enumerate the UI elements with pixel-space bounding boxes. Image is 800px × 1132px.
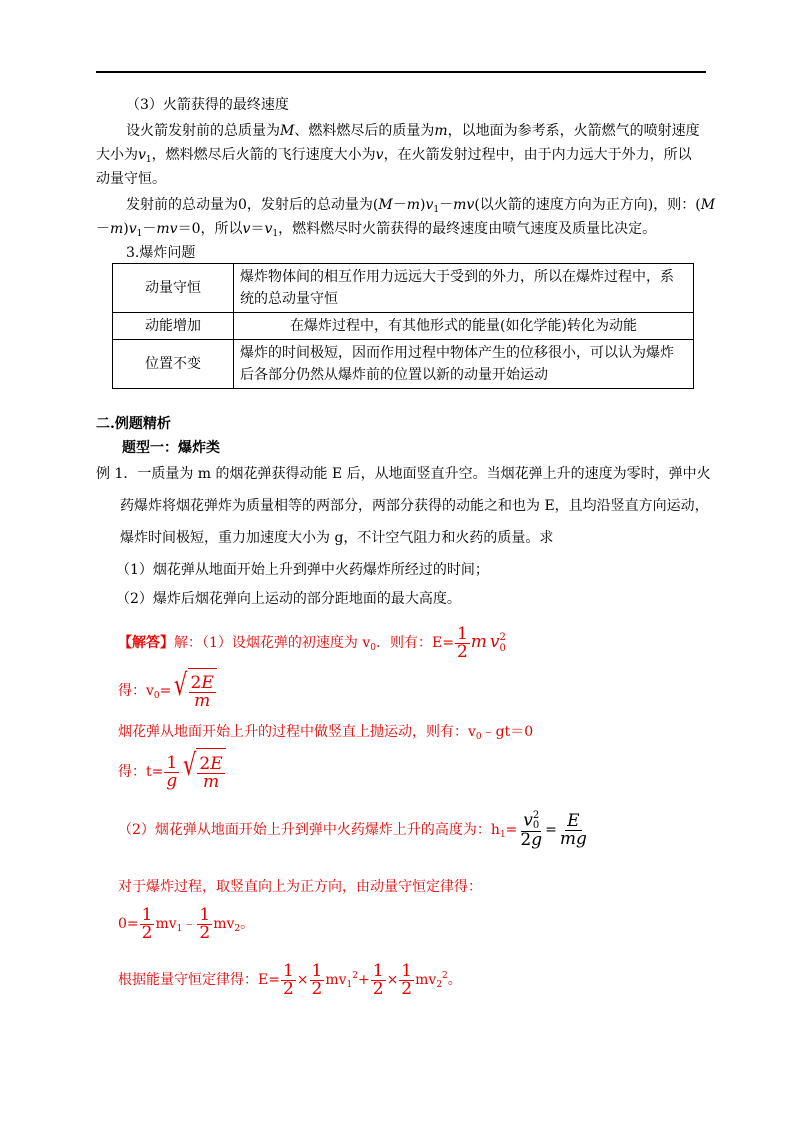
question-2: （2）爆炸后烟花弹向上运动的部分距地面的最大高度。 (116, 591, 461, 607)
table-key: 动量守恒 (113, 264, 234, 313)
solution-line-1: 【解答】解：（1）设烟花弹的初速度为 $v_0$．则有：E= $\frac{1}{2}$ m v 2 0 (118, 623, 506, 662)
example-line: 药爆炸将烟花弹炸为质量相等的两部分，两部分获得的动能之和也为 E，且均沿竖直方向运动， (120, 498, 709, 514)
paragraph-line: 动量守恒。 (96, 171, 166, 187)
question-1: （1）烟花弹从地面开始上升到弹中火药爆炸所经过的时间； (116, 562, 489, 578)
header-rule (96, 71, 706, 73)
solution-line-7: 0= $\frac{1}{2}$ $mv_1﹣$ $\frac{1}{2}$ $mv_2$。 (118, 904, 255, 943)
solution-line-5: （2）烟花弹从地面开始上升到弹中火药爆炸上升的高度为：$h_1=$ v 2 0 2g = $\frac{E}{mg}$ (118, 810, 587, 850)
example-line: 爆炸时间极短，重力加速度大小为 g，不计空气阻力和火药的质量。求 (120, 530, 554, 546)
paragraph-line: $-m)v_1-mv=0$，所以$v=v_1$，燃料燃尽时火箭获得的最终速度由喷气速度及质量比决定。 (96, 221, 657, 239)
solution-line-6: 对于爆炸过程，取竖直向上为正方向，由动量守恒定律得： (118, 879, 482, 895)
section-heading-3: （3）火箭获得的最终速度 (126, 97, 289, 113)
paragraph-line: 发射前的总动量为0，发射后的总动量为$(M-m)v_1-mv$(以火箭的速度方向为正方向)，则：(M (126, 197, 716, 215)
table-value: 在爆炸过程中，有其他形式的能量(如化学能)转化为动能 (234, 313, 694, 340)
table-value: 爆炸的时间极短，因而作用过程中物体产生的位移很小，可以认为爆炸后各部分仍然从爆炸前的位置以新的动量开始运动 (234, 340, 694, 389)
table-row (113, 264, 694, 313)
part2-heading: 二.例题精析 (96, 416, 171, 432)
type1-heading: 题型一：爆炸类 (122, 440, 220, 456)
sqrt-symbol: √ $\frac{2E}{m}$ (180, 748, 225, 796)
fraction: $\frac{1}{2}$ (141, 904, 153, 943)
fraction: $\frac{1}{2}$ (311, 960, 323, 999)
table-value: 爆炸物体间的相互作用力远远大于受到的外力，所以在爆炸过程中，系统的总动量守恒 (234, 264, 694, 313)
table-row (113, 340, 694, 389)
solution-line-8: 根据能量守恒定律得：E= $\frac{1}{2}$ × $\frac{1}{2}$ $mv_1^2+$ $\frac{1}{2}$ × $\frac{1}{2}$ $mv_2^2$。 (118, 960, 462, 999)
paragraph-line: 大小为$v_1$，燃料燃尽后火箭的飞行速度大小为v，在火箭发射过程中，由于内力远大于外力，所以 (96, 147, 692, 165)
fraction: $\frac{1}{2}$ (401, 960, 413, 999)
example-line: 例 1．一质量为 m 的烟花弹获得动能 E 后，从地面竖直升空。当烟花弹上升的速度为零时，弹中火 (96, 466, 711, 482)
fraction: $\frac{E}{mg}$ (559, 810, 587, 849)
table-key: 位置不变 (113, 340, 234, 389)
explosion-heading: 3.爆炸问题 (126, 245, 196, 261)
table-key: 动能增加 (113, 313, 234, 340)
sqrt-symbol: √ $\frac{2E}{m}$ (171, 668, 216, 714)
explosion-table (112, 263, 694, 389)
table-row (113, 313, 694, 340)
fraction: $\frac{1}{2}$ (372, 960, 384, 999)
solution-line-2: 得：$v_0=$ √ $\frac{2E}{m}$ (118, 668, 217, 718)
fraction: $\frac{1}{2}$ (456, 623, 468, 662)
fraction: $\frac{1}{2}$ (282, 960, 294, 999)
fraction: v 2 0 2g (520, 810, 543, 850)
fraction: $\frac{1}{2}$ (199, 904, 211, 943)
paragraph-line: 设火箭发射前的总质量为M、燃料燃尽后的质量为m，以地面为参考系，火箭燃气的喷射速度 (126, 123, 700, 139)
fraction: $\frac{1}{g}$ (166, 752, 178, 791)
solution-line-3: 烟花弹从地面开始上升的过程中做竖直上抛运动，则有：$v_0﹣gt=0$ (118, 724, 534, 742)
solution-line-4: 得：t= $\frac{1}{g}$ √ $\frac{2E}{m}$ (118, 748, 226, 796)
